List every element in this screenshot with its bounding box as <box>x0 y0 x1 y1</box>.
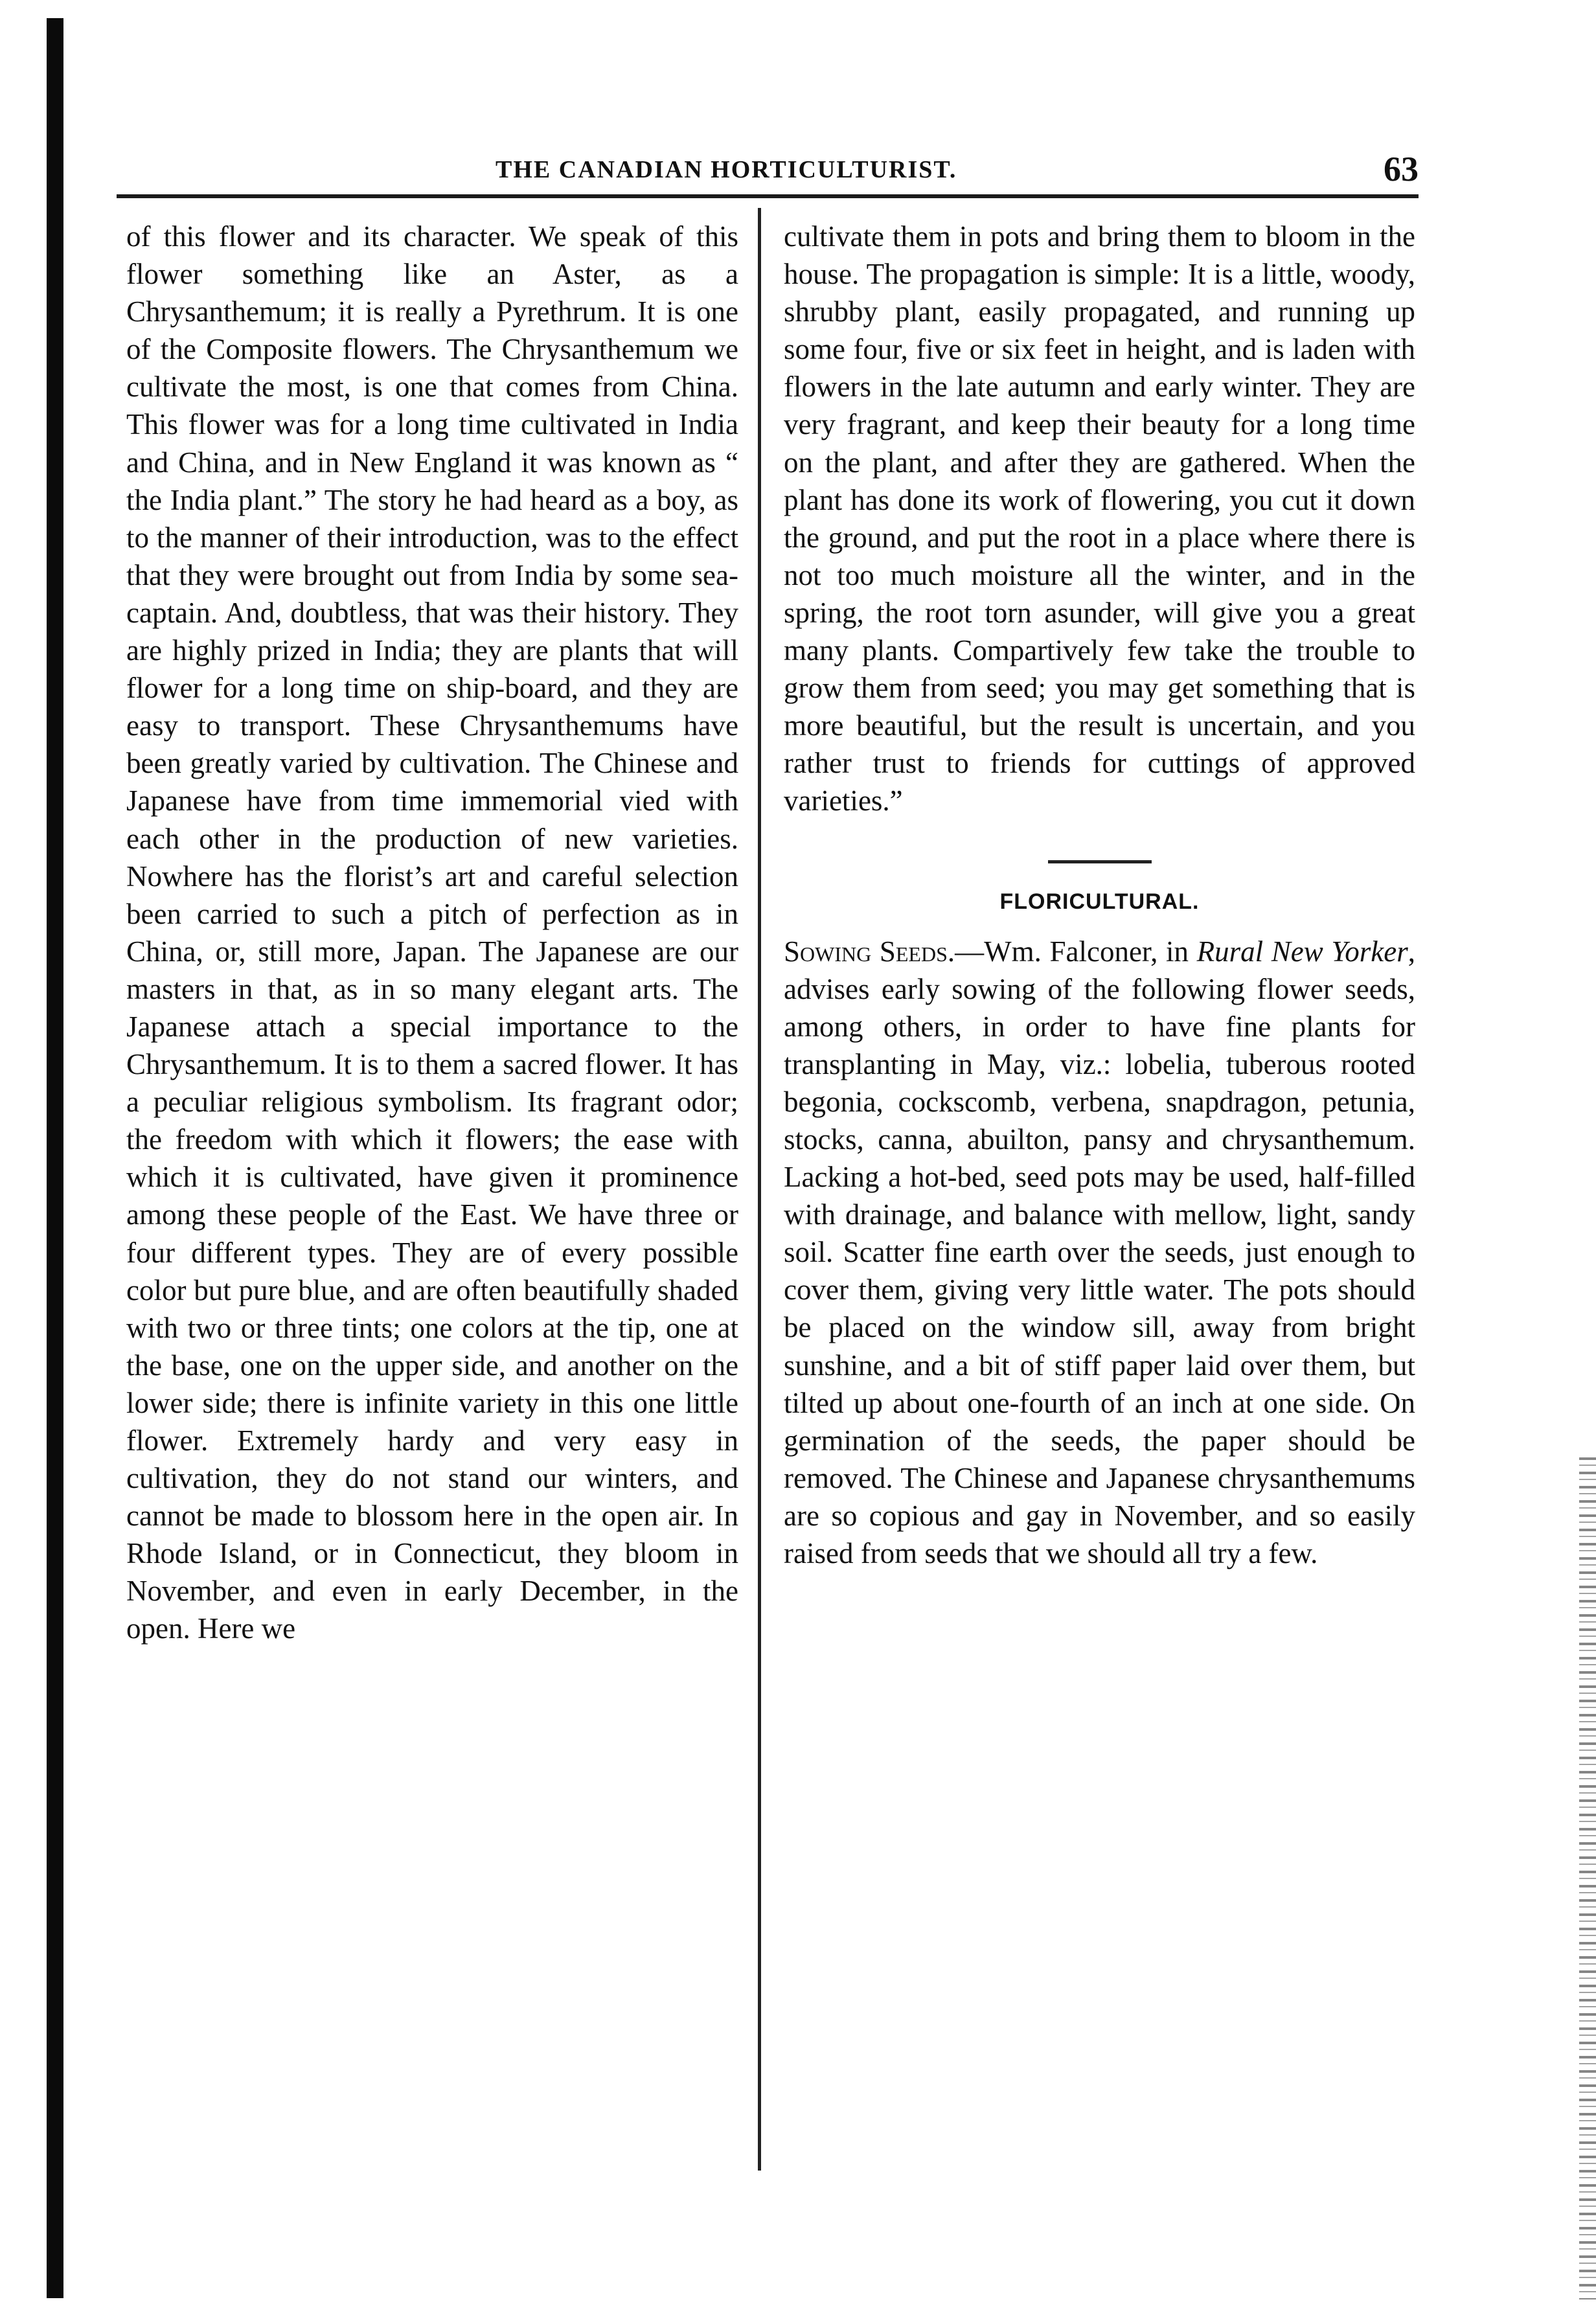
left-column-text: of this flower and its character. We speak of this flower something like an Aster, as a Chrysanthemum; it is really a Pyrethrum. It is one of the Composite flowers. The Chrysanthemum we cultivate the most, is one that comes from China. This flower was for a long time cultivated in India and China, and in New England it was known as “ the India plant.” The story he had heard as a boy, as to the manner of their introduction, was to the effect that they were brought out from India by some sea-captain. And, doubtless, that was their history. They are highly prized in India; they are plants that will flower for a long time on ship-board, and they are easy to transport. These Chrysanthemums have been greatly varied by cultivation. The Chinese and Japanese have from time immemorial vied with each other in the production of new varieties. Nowhere has the florist’s art and careful selection been carried to such a pitch of perfection as in China, or, still more, Japan. The Japanese are our masters in that, as in so many elegant arts. The Japanese attach a special importance to the Chrysanthemum. It is to them a sacred flower. It has a peculiar religious symbolism. Its fragrant odor; the freedom with which it flowers; the ease with which it is cultivated, have given it prominence among these people of the East. We have three or four different types. They are of every possible color but pure blue, and are often beautifully shaded with two or three tints; one colors at the tip, one at the base, one on the upper side, and another on the lower side; there is infinite variety in this one little flower. Extremely hardy and very easy in cultivation, they do not stand our winters, and cannot be made to blossom here in the open air. In Rhode Island, or in Connecticut, they bloom in November, and even in early December, in the open. Here we <box>126 220 738 1645</box>
left-column <box>126 218 738 1648</box>
running-title: THE CANADIAN HORTICULTURIST. <box>496 156 957 183</box>
section-heading: FLORICULTURAL. <box>999 889 1200 914</box>
scan-edge-noise <box>1579 1457 1596 2299</box>
two-column-layout <box>117 218 1419 2200</box>
lead-dash: — <box>955 935 985 968</box>
page-header <box>117 143 1419 198</box>
right-column <box>784 218 1415 1572</box>
paragraph-body: , advises early sowing of the following flower seeds, among others, in order to have fine plants for transplanting in May, viz.: lobelia, tuberous rooted begonia, cockscomb, verbena, snapdragon, petunia, stocks, canna, abuilton, pansy and chrysanthemum. Lacking a hot-bed, seed pots may be used, half-filled with drainage, and balance with mellow, light, sandy soil. Scatter fine earth over the seeds, just enough to cover them, giving very little water. The pots should be placed on the window sill, away from bright sunshine, and a bit of stiff paper laid over them, but tilted up about one-fourth of an inch at one side. On germination of the seeds, the paper should be removed. The Chinese and Japanese chrysanthemums are so copious and gay in November, and so easily raised from seeds that we should all try a few. <box>784 935 1415 1569</box>
publication-title: Rural New Yorker <box>1196 935 1408 968</box>
binding-edge <box>47 18 63 2298</box>
author-intro: Wm. Falconer, in <box>984 935 1197 968</box>
column-divider <box>758 208 761 2171</box>
page-number: 63 <box>1384 150 1419 188</box>
lead-in: Sowing Seeds. <box>784 935 955 968</box>
document-page <box>117 143 1419 2200</box>
section-divider <box>1048 860 1152 863</box>
floricultural-paragraph <box>784 933 1415 1573</box>
right-column-continued-text: cultivate them in pots and bring them to bloom in the house. The propagation is simple: It is a little, woody, shrubby plant, easily propagated, and running up some four, five or six feet in height, and is laden with flowers in the late autumn and early winter. They are very fragrant, and keep their beauty for a long time on the plant, and after they are gathered. When the plant has done its work of flowering, you cut it down the ground, and put the root in a place where there is not too much moisture all the winter, and in the spring, the root torn asunder, will give you a great many plants. Compartively few take the trouble to grow them from seed; you may get something that is more beautiful, but the result is uncertain, and you rather trust to friends for cuttings of approved varieties.” <box>784 220 1415 817</box>
